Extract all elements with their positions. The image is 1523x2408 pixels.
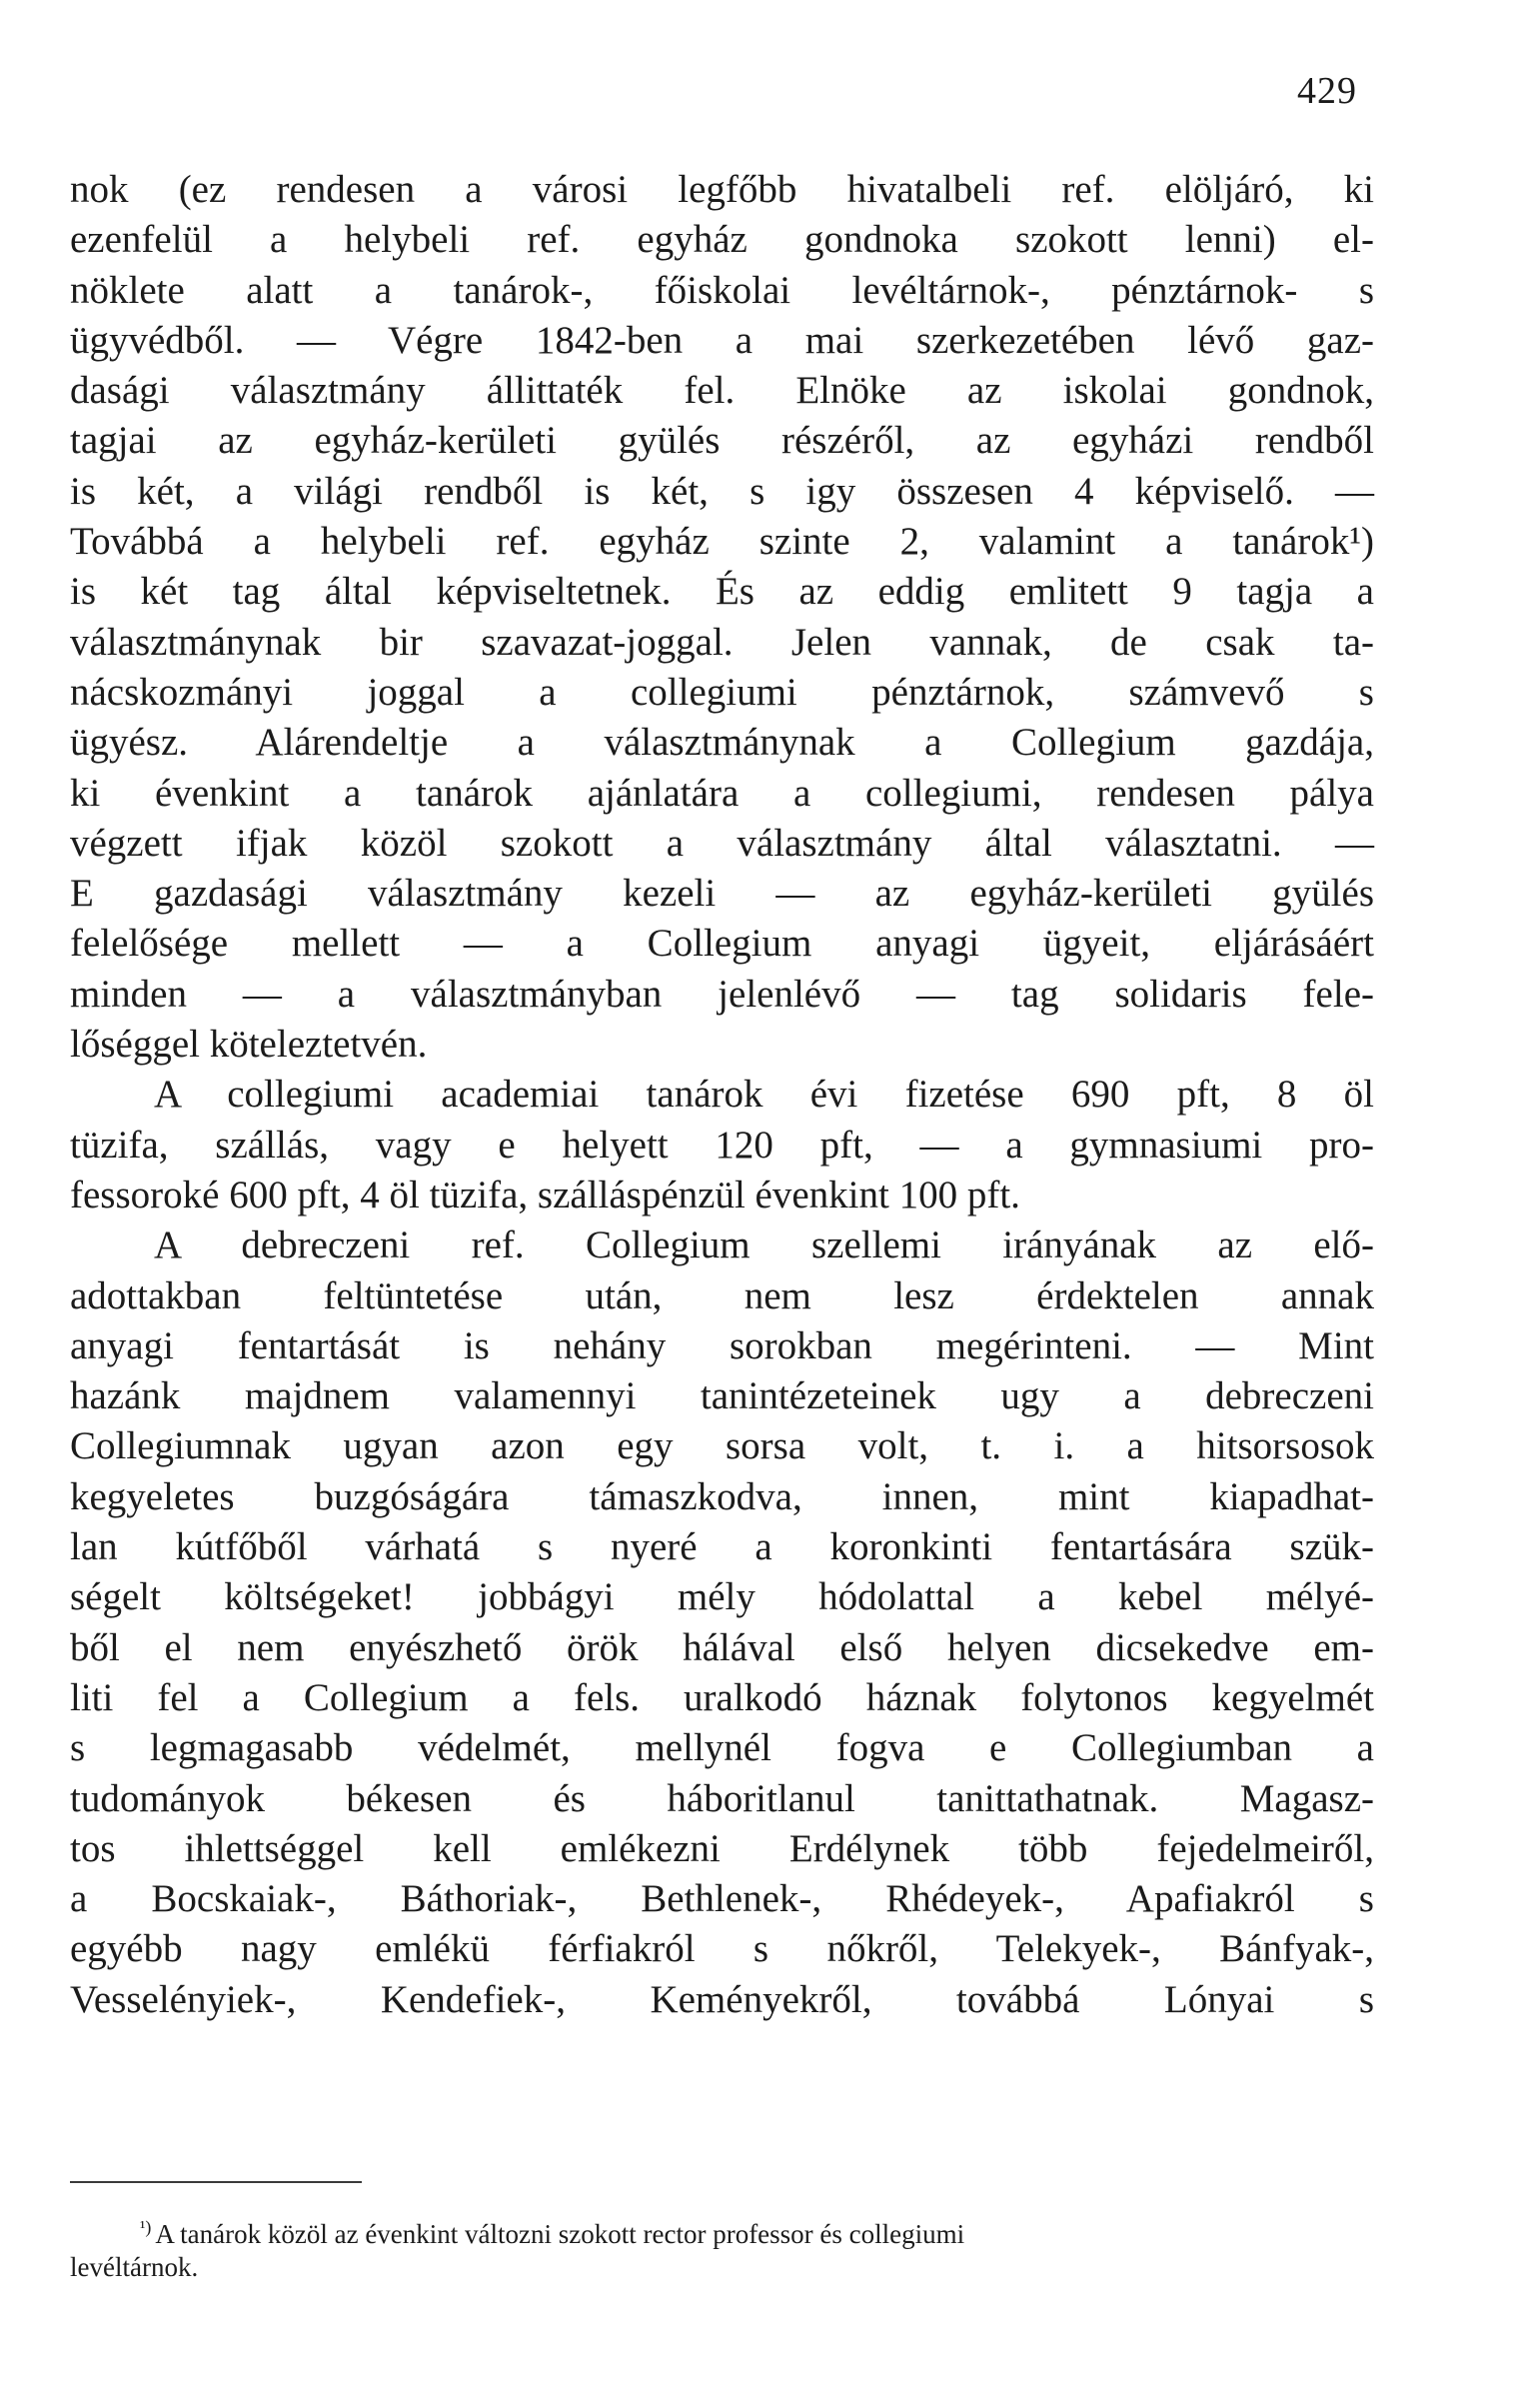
text-line: ezenfelül a helybeli ref. egyház gondnoka szokott lenni) el- — [70, 218, 1374, 262]
text-line: nöklete alatt a tanárok-, főiskolai levéltárnok-, pénztárnok- s — [70, 268, 1374, 312]
text-line: ki évenkint a tanárok ajánlatára a collegiumi, rendesen pálya — [70, 771, 1374, 815]
body-text — [70, 165, 1374, 2025]
text-line: a Bocskaiak-, Báthoriak-, Bethlenek-, Rhédeyek-, Apafiakról s — [70, 1877, 1374, 1921]
footnote-line: levéltárnok. — [70, 2252, 199, 2282]
text-line: is két tag által képviseltetnek. És az eddig emlitett 9 tagja a — [70, 570, 1374, 614]
text-line: nácskozmányi joggal a collegiumi pénztárnok, számvevő s — [70, 670, 1374, 714]
text-line: ségelt költségeket! jobbágyi mély hódolattal a kebel mélyé- — [70, 1575, 1374, 1619]
text-line: is két, a világi rendből is két, s igy összesen 4 képviselő. — — [70, 469, 1374, 513]
text-line: A debreczeni ref. Collegium szellemi irányának az elő- — [154, 1223, 1374, 1267]
text-line: kegyeletes buzgóságára támaszkodva, innen, mint kiapadhat- — [70, 1474, 1374, 1518]
text-line: s legmagasabb védelmét, mellynél fogva e Collegiumban a — [70, 1726, 1374, 1770]
footnote — [70, 2207, 1374, 2287]
text-line: ügyész. Alárendeltje a választmánynak a Collegium gazdája, — [70, 721, 1374, 765]
text-line: liti fel a Collegium a fels. uralkodó háznak folytonos kegyelmét — [70, 1675, 1374, 1719]
text-line: végzett ifjak közöl szokott a választmány által választatni. — — [70, 821, 1374, 865]
text-line: E gazdasági választmány kezeli — az egyház-kerületi gyülés — [70, 872, 1374, 916]
footnote-marker: ¹) — [140, 2217, 152, 2237]
footnote-text: A tanárok közöl az évenkint változni szokott rector professor és collegiumi — [155, 2219, 965, 2249]
text-line: adottakban feltüntetése után, nem lesz érdektelen annak — [70, 1273, 1374, 1317]
text-line: tagjai az egyház-kerületi gyülés részéről, az egyházi rendből — [70, 419, 1374, 463]
footnote-line — [70, 2207, 1374, 2247]
text-line: lőséggel köteleztetvén. — [70, 1023, 428, 1067]
text-line: A collegiumi academiai tanárok évi fizetése 690 pft, 8 öl — [154, 1073, 1374, 1117]
text-line: anyagi fentartását is nehány sorokban megérinteni. — Mint — [70, 1323, 1374, 1367]
text-line: tudományok békesen és háboritlanul tanittathatnak. Magasz- — [70, 1776, 1374, 1820]
text-line: hazánk majdnem valamennyi tanintézeteinek ugy a debreczeni — [70, 1374, 1374, 1418]
text-line: egyébb nagy emlékü férfiakról s nőkről, Telekyek-, Bánfyak-, — [70, 1927, 1374, 1971]
text-line: felelősége mellett — a Collegium anyagi ügyeit, eljárásáért — [70, 922, 1374, 966]
text-line: nok (ez rendesen a városi legfőbb hivatalbeli ref. elöljáró, ki — [70, 168, 1374, 211]
text-line: ügyvédből. — Végre 1842-ben a mai szerkezetében lévő gaz- — [70, 318, 1374, 362]
text-line: választmánynak bir szavazat-joggal. Jelen vannak, de csak ta- — [70, 620, 1374, 664]
text-line: fessoroké 600 pft, 4 öl tüzifa, szálláspénzül évenkint 100 pft. — [70, 1173, 1020, 1216]
text-line: dasági választmány állittaték fel. Elnöke az iskolai gondnok, — [70, 369, 1374, 413]
footnote-divider — [70, 2181, 362, 2183]
text-line: tüzifa, szállás, vagy e helyett 120 pft, — a gymnasiumi pro- — [70, 1123, 1374, 1167]
text-line: Továbbá a helybeli ref. egyház szinte 2, valamint a tanárok¹) — [70, 520, 1374, 564]
text-line: lan kútfőből várhatá s nyeré a koronkinti fentartására szük- — [70, 1525, 1374, 1569]
text-line: tos ihlettséggel kell emlékezni Erdélynek több fejedelmeiről, — [70, 1826, 1374, 1870]
text-line: Collegiumnak ugyan azon egy sorsa volt, t. i. a hitsorsosok — [70, 1424, 1374, 1468]
page-number: 429 — [1297, 70, 1357, 112]
text-line: Vesselényiek-, Kendefiek-, Keményekről, továbbá Lónyai s — [70, 1977, 1374, 2021]
text-line: ből el nem enyészhető örök hálával első helyen dicsekedve em- — [70, 1625, 1374, 1669]
text-line: minden — a választmányban jelenlévő — tag solidaris fele- — [70, 972, 1374, 1016]
